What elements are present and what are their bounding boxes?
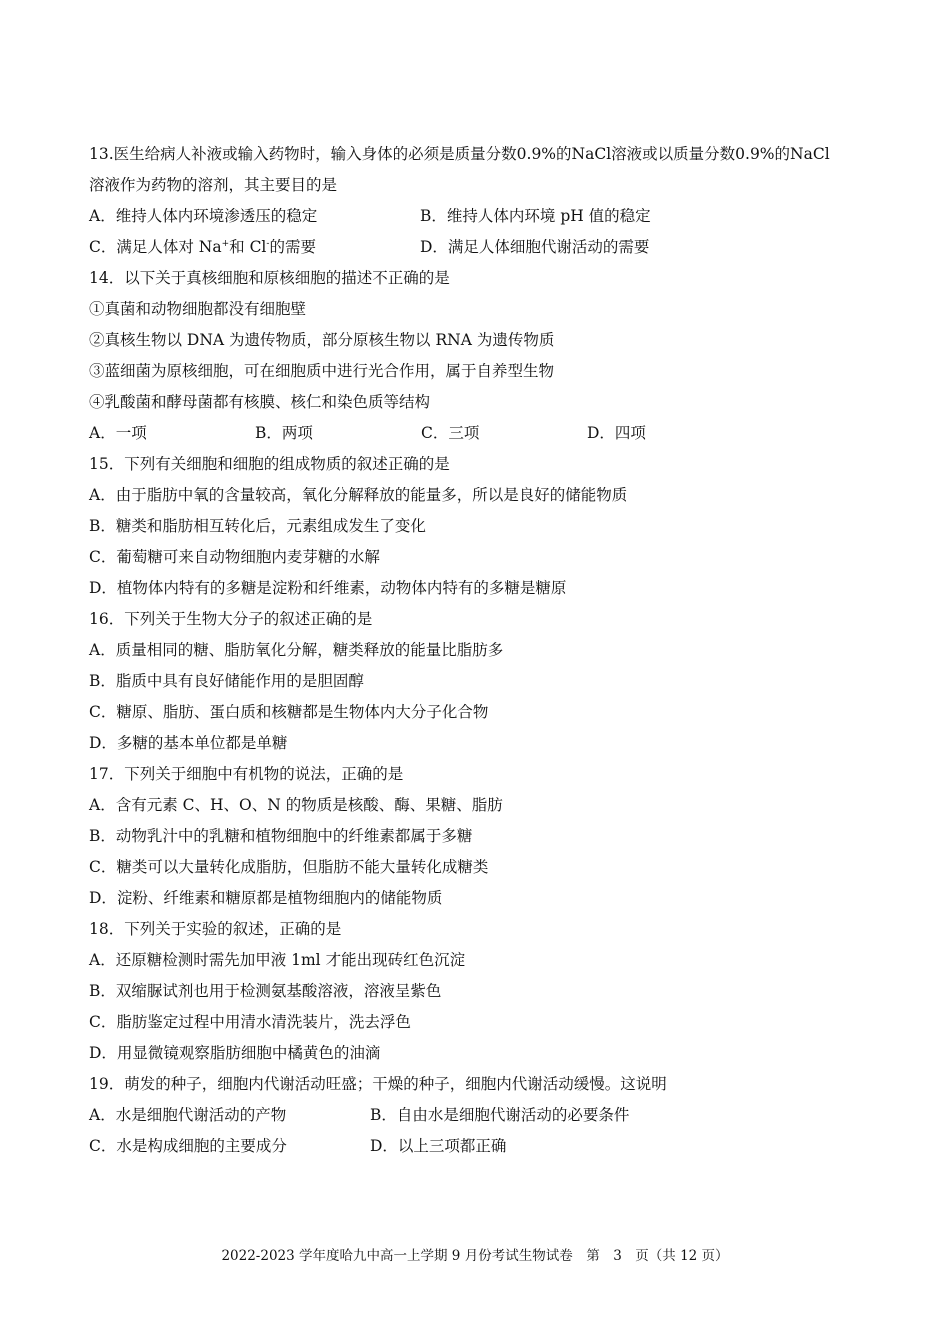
option-c: C．葡萄糖可来自动物细胞内麦芽糖的水解 — [89, 548, 380, 566]
question-14 — [89, 263, 869, 449]
option-b: B．双缩脲试剂也用于检测氨基酸溶液，溶液呈紫色 — [89, 982, 442, 1000]
question-stem: 14．以下关于真核细胞和原核细胞的描述不正确的是 — [89, 269, 450, 287]
option-c-text: 的需要 — [269, 238, 316, 256]
option-a: A．还原糖检测时需先加甲液 1ml 才能出现砖红色沉淀 — [89, 951, 466, 969]
question-17 — [89, 759, 869, 914]
question-stem: 13.医生给病人补液或输入药物时，输入身体的必须是质量分数0.9%的NaCl溶液或以质量分数0.9%的NaCl — [89, 145, 830, 163]
statement-item: ④乳酸菌和酵母菌都有核膜、核仁和染色质等结构 — [89, 393, 431, 411]
superscript-plus: + — [221, 239, 230, 249]
option-d: D．用显微镜观察脂肪细胞中橘黄色的油滴 — [89, 1044, 381, 1062]
option-b: B．自由水是细胞代谢活动的必要条件 — [370, 1106, 630, 1124]
option-a: A．质量相同的糖、脂肪氧化分解，糖类释放的能量比脂肪多 — [89, 641, 504, 659]
question-stem: 16．下列关于生物大分子的叙述正确的是 — [89, 610, 373, 628]
page-footer: 2022-2023 学年度哈九中高一上学期 9 月份考试生物试卷 第 3 页（共 12 页） — [221, 1248, 729, 1264]
question-stem: 15．下列有关细胞和细胞的组成物质的叙述正确的是 — [89, 455, 450, 473]
option-a: A．由于脂肪中氧的含量较高，氧化分解释放的能量多，所以是良好的储能物质 — [89, 486, 628, 504]
question-19 — [89, 1069, 869, 1162]
option-a: A．维持人体内环境渗透压的稳定 — [89, 207, 318, 225]
statement-item: ③蓝细菌为原核细胞，可在细胞质中进行光合作用，属于自养型生物 — [89, 362, 555, 380]
option-b: B．脂质中具有良好储能作用的是胆固醇 — [89, 672, 364, 690]
option-b: B．两项 — [255, 424, 313, 442]
option-a: A．水是细胞代谢活动的产物 — [89, 1106, 287, 1124]
option-c-text: 和 Cl — [229, 238, 267, 256]
option-b: B．糖类和脂肪相互转化后，元素组成发生了变化 — [89, 517, 426, 535]
option-c — [89, 232, 420, 263]
option-b: B．动物乳汁中的乳糖和植物细胞中的纤维素都属于多糖 — [89, 827, 473, 845]
option-d: D．四项 — [587, 424, 646, 442]
options-row — [89, 1131, 869, 1162]
options-row — [89, 418, 869, 449]
option-c: C．脂肪鉴定过程中用清水清洗装片，洗去浮色 — [89, 1013, 411, 1031]
question-18 — [89, 914, 869, 1069]
option-c: C．水是构成细胞的主要成分 — [89, 1137, 287, 1155]
question-stem-cont: 溶液作为药物的溶剂，其主要目的是 — [89, 176, 338, 194]
options-row — [89, 1100, 869, 1131]
option-c: C．三项 — [421, 424, 480, 442]
option-d: D．满足人体细胞代谢活动的需要 — [420, 238, 650, 256]
question-stem: 19．萌发的种子，细胞内代谢活动旺盛；干燥的种子，细胞内代谢活动缓慢。这说明 — [89, 1075, 667, 1093]
option-d: D．以上三项都正确 — [370, 1137, 507, 1155]
option-d: D．多糖的基本单位都是单糖 — [89, 734, 288, 752]
options-row — [89, 201, 869, 232]
question-15 — [89, 449, 869, 604]
question-13 — [89, 139, 869, 263]
question-stem: 18．下列关于实验的叙述，正确的是 — [89, 920, 342, 938]
option-c-text: C．满足人体对 Na — [89, 238, 222, 256]
option-a: A．含有元素 C、H、O、N 的物质是核酸、酶、果糖、脂肪 — [89, 796, 503, 814]
page-content — [89, 139, 869, 1162]
option-d: D．淀粉、纤维素和糖原都是植物细胞内的储能物质 — [89, 889, 443, 907]
superscript-minus: - — [266, 239, 270, 249]
option-c: C．糖类可以大量转化成脂肪，但脂肪不能大量转化成糖类 — [89, 858, 489, 876]
option-b: B．维持人体内环境 pH 值的稳定 — [420, 207, 651, 225]
option-c: C．糖原、脂肪、蛋白质和核糖都是生物体内大分子化合物 — [89, 703, 489, 721]
statement-item: ①真菌和动物细胞都没有细胞壁 — [89, 300, 307, 318]
option-d: D．植物体内特有的多糖是淀粉和纤维素，动物体内特有的多糖是糖原 — [89, 579, 567, 597]
option-a: A．一项 — [89, 424, 147, 442]
question-16 — [89, 604, 869, 759]
options-row — [89, 232, 869, 263]
question-stem: 17．下列关于细胞中有机物的说法，正确的是 — [89, 765, 404, 783]
statement-item: ②真核生物以 DNA 为遗传物质，部分原核生物以 RNA 为遗传物质 — [89, 331, 555, 349]
